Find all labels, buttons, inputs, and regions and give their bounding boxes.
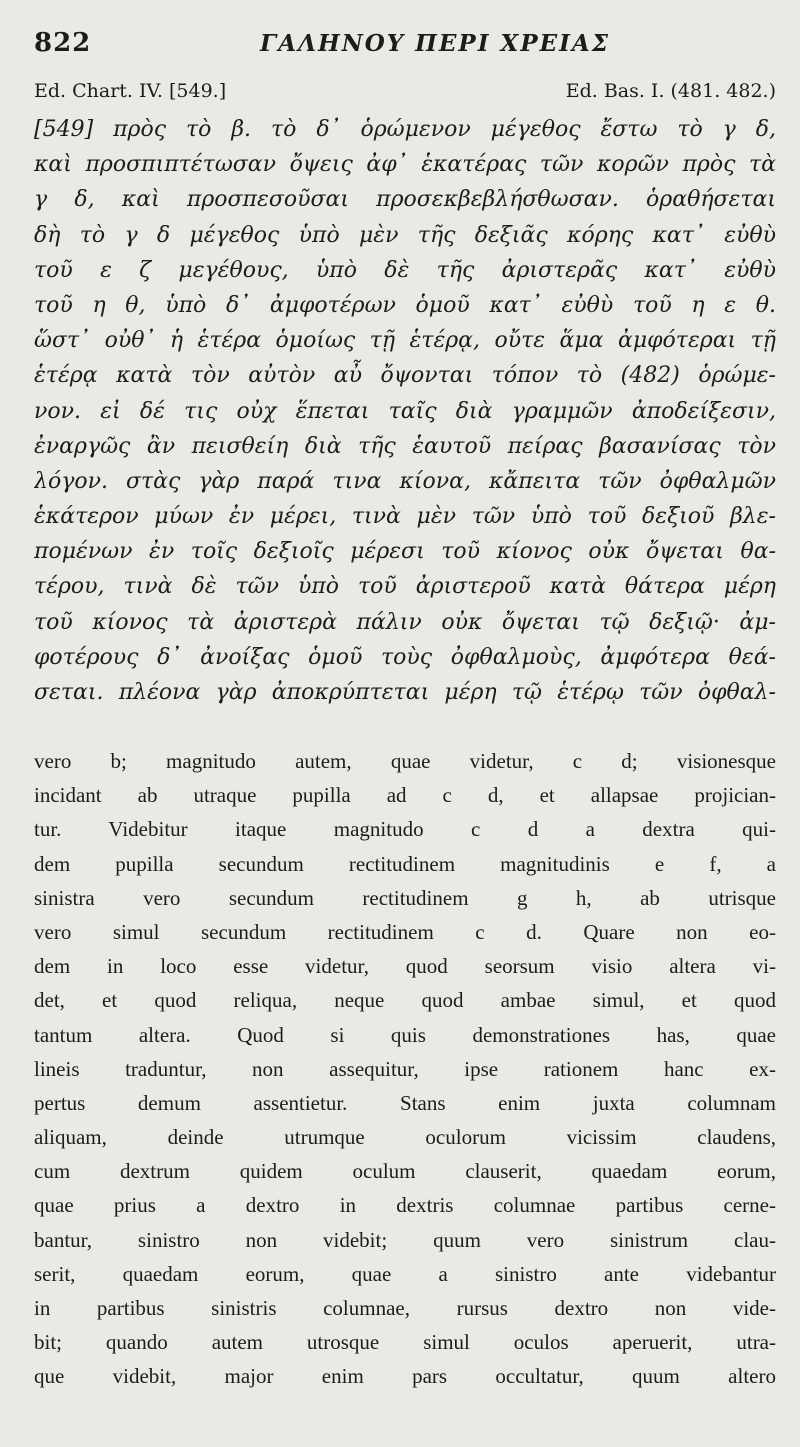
latin-line: vero simul secundum rectitudinem c d. Quare non eo-: [34, 919, 776, 944]
latin-line: in partibus sinistris columnae, rursus dextro non vide-: [34, 1296, 776, 1320]
latin-line: dem in loco esse videtur, quod seorsum visio altera vi-: [34, 954, 776, 979]
greek-line: σεται. πλέονα γὰρ ἀποκρύπτεται μέρη τῷ ἑτέρῳ τῶν ὀφθαλ-: [34, 680, 776, 705]
latin-line: vero b; magnitudo autem, quae videtur, c d; visionesque: [34, 749, 776, 773]
running-title: ΓΑΛΗΝΟΥ ΠΕΡΙ ΧΡΕΙΑΣ: [259, 30, 611, 57]
latin-line: bantur, sinistro non videbit; quum vero sinistrum clau-: [34, 1227, 776, 1252]
greek-line: τοῦ κίονος τὰ ἀριστερὰ πάλιν οὐκ ὄψεται τῷ δεξιῷ· ἀμ-: [34, 609, 776, 635]
greek-line: λόγον. στὰς γὰρ παρά τινα κίονα, κἄπειτα τῶν ὀφθαλμῶν: [34, 468, 776, 494]
latin-line: que videbit, major enim pars occultatur, quum altero: [34, 1364, 776, 1389]
latin-line: dem pupilla secundum rectitudinem magnitudinis e f, a: [34, 851, 776, 876]
greek-line: [549] πρὸς τὸ β. τὸ δ᾽ ὁρώμενον μέγεθος ἔστω τὸ γ δ,: [34, 117, 776, 142]
latin-line: aliquam, deinde utrumque oculorum vicissim claudens,: [34, 1125, 776, 1150]
latin-line: quae prius a dextro in dextris columnae partibus cerne-: [34, 1193, 776, 1218]
latin-text-block: [34, 744, 776, 1394]
greek-line: ἐναργῶς ἂν πεισθείη διὰ τῆς ἑαυτοῦ πείρας βασανίσας τὸν: [34, 433, 776, 459]
greek-text-block: [34, 112, 776, 710]
latin-line: tur. Videbitur itaque magnitudo c d a dextra qui-: [34, 817, 776, 842]
page-header: [34, 28, 776, 68]
latin-line: cum dextrum quidem oculum clauserit, quaedam eorum,: [34, 1159, 776, 1184]
greek-line: τέρου, τινὰ δὲ τῶν ὑπὸ τοῦ ἀριστεροῦ κατὰ θάτερα μέρη: [34, 574, 776, 600]
latin-line: incidant ab utraque pupilla ad c d, et allapsae projician-: [34, 783, 776, 808]
latin-line: tantum altera. Quod si quis demonstrationes has, quae: [34, 1022, 776, 1047]
latin-line: lineis traduntur, non assequitur, ipse rationem hanc ex-: [34, 1056, 776, 1081]
greek-line: τοῦ η θ, ὑπὸ δ᾽ ἀμφοτέρων ὁμοῦ κατ᾽ εὐθὺ τοῦ η ε θ.: [34, 292, 776, 318]
edition-chart-reference: Ed. Chart. IV. [549.]: [34, 80, 227, 102]
latin-line: serit, quaedam eorum, quae a sinistro ante videbantur: [34, 1261, 776, 1286]
edition-reference-line: [34, 80, 776, 110]
latin-line: sinistra vero secundum rectitudinem g h, ab utrisque: [34, 885, 776, 910]
greek-line: φοτέρους δ᾽ ἀνοίξας ὁμοῦ τοὺς ὀφθαλμοὺς, ἀμφότερα θεά-: [34, 644, 776, 670]
edition-basel-reference: Ed. Bas. I. (481. 482.): [565, 80, 776, 102]
latin-line: pertus demum assentietur. Stans enim juxta columnam: [34, 1090, 776, 1115]
greek-line: ὥστ᾽ οὐθ᾽ ἡ ἑτέρα ὁμοίως τῇ ἑτέρᾳ, οὔτε ἅμα ἀμφότεραι τῇ: [34, 328, 776, 354]
page-number: 822: [34, 28, 92, 58]
greek-line: δὴ τὸ γ δ μέγεθος ὑπὸ μὲν τῆς δεξιᾶς κόρης κατ᾽ εὐθὺ: [34, 222, 776, 248]
greek-line: τοῦ ε ζ μεγέθους, ὑπὸ δὲ τῆς ἀριστερᾶς κατ᾽ εὐθὺ: [34, 257, 776, 283]
greek-line: νον. εἰ δέ τις οὐχ ἕπεται ταῖς διὰ γραμμῶν ἀποδείξεσιν,: [34, 398, 776, 424]
latin-line: bit; quando autem utrosque simul oculos aperuerit, utra-: [34, 1330, 776, 1355]
greek-line: καὶ προσπιπτέτωσαν ὄψεις ἀφ᾽ ἑκατέρας τῶν κορῶν πρὸς τὰ: [34, 152, 776, 178]
greek-line: πομένων ἐν τοῖς δεξιοῖς μέρεσι τοῦ κίονος οὐκ ὄψεται θα-: [34, 539, 776, 565]
latin-line: det, et quod reliqua, neque quod ambae simul, et quod: [34, 988, 776, 1013]
greek-line: ἑτέρᾳ κατὰ τὸν αὐτὸν αὖ ὄψονται τόπον τὸ (482) ὁρώμε-: [34, 363, 776, 389]
greek-line: γ δ, καὶ προσπεσοῦσαι προσεκβεβλήσθωσαν. ὁραθήσεται: [34, 187, 776, 213]
greek-line: ἑκάτερον μύων ἐν μέρει, τινὰ μὲν τῶν ὑπὸ τοῦ δεξιοῦ βλε-: [34, 504, 776, 530]
